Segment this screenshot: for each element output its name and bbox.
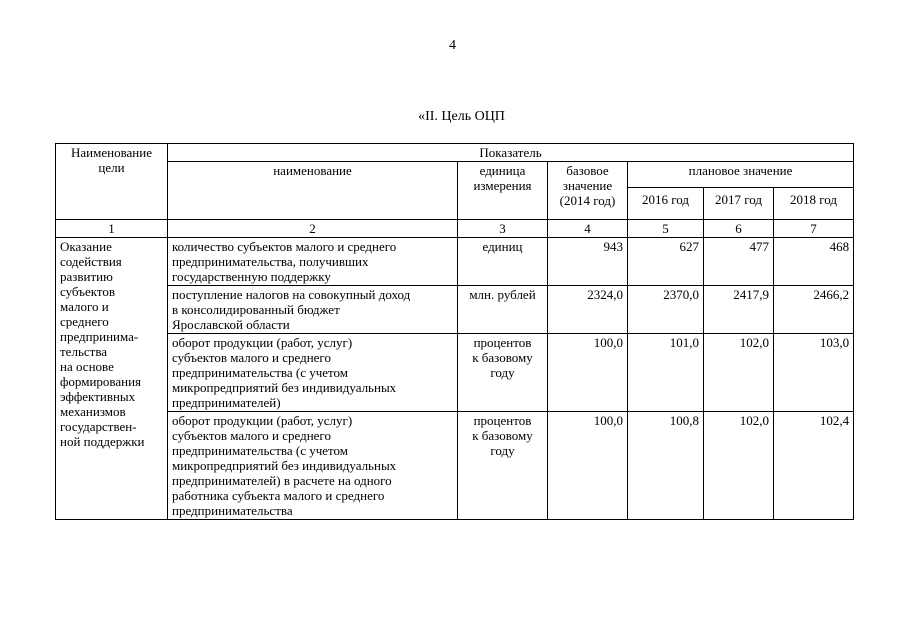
value-2017: 102,0 (704, 334, 774, 412)
indicator-line: предпринимателей) в расчете на одного (172, 473, 392, 488)
header-row-2 (56, 162, 854, 188)
value-2018: 2466,2 (774, 286, 854, 334)
unit-cell (458, 286, 548, 334)
indicator-line: предпринимательства (172, 503, 293, 518)
goal-header-line: цели (98, 160, 125, 175)
base-header-line: значение (562, 178, 613, 193)
value-2018: 102,4 (774, 412, 854, 520)
goal-header-cell (56, 144, 168, 220)
unit-line: году (490, 443, 515, 458)
base-header (548, 162, 628, 220)
goal-name-line: Оказание (60, 239, 112, 254)
unit-line: процентов (473, 335, 532, 350)
value-2017: 2417,9 (704, 286, 774, 334)
goal-name-line: формирования (60, 374, 142, 389)
table-row (56, 334, 854, 412)
value-2016: 2370,0 (628, 286, 704, 334)
goal-name-line: субъектов (60, 284, 116, 299)
year-header-2018: 2018 год (774, 188, 854, 220)
table-row (56, 238, 854, 286)
unit-line: процентов (473, 413, 532, 428)
goal-name-line: государствен- (60, 419, 137, 434)
column-number: 1 (56, 220, 168, 238)
indicator-line: предпринимательства (с учетом (172, 443, 349, 458)
base-value: 100,0 (548, 334, 628, 412)
indicator-line: работника субъекта малого и среднего (172, 488, 385, 503)
indicator-line: государственную поддержку (172, 269, 331, 284)
goal-name-line: содействия (60, 254, 122, 269)
year-header-2016: 2016 год (628, 188, 704, 220)
indicator-line: субъектов малого и среднего (172, 350, 331, 365)
section-title: «II. Цель ОЦП (418, 109, 505, 124)
goal-name-line: механизмов (60, 404, 126, 419)
indicator-name (168, 334, 458, 412)
indicator-line: в консолидированный бюджет (172, 302, 340, 317)
column-number: 6 (704, 220, 774, 238)
goal-name-line: среднего (60, 314, 109, 329)
unit-line: единиц (482, 239, 523, 254)
unit-line: к базовому (472, 428, 533, 443)
year-header-2017: 2017 год (704, 188, 774, 220)
unit-cell (458, 238, 548, 286)
indicator-line: предпринимателей) (172, 395, 281, 410)
value-2018: 103,0 (774, 334, 854, 412)
table-row (56, 286, 854, 334)
unit-line: году (490, 365, 515, 380)
base-header-line: (2014 год) (559, 193, 616, 208)
base-value: 943 (548, 238, 628, 286)
header-row-1 (56, 144, 854, 162)
indicator-line: поступление налогов на совокупный доход (172, 287, 411, 302)
column-number-row (56, 220, 854, 238)
base-value: 100,0 (548, 412, 628, 520)
plan-group-header: плановое значение (628, 162, 854, 188)
column-number: 2 (168, 220, 458, 238)
unit-cell (458, 334, 548, 412)
unit-cell (458, 412, 548, 520)
indicator-line: субъектов малого и среднего (172, 428, 331, 443)
indicator-line: предпринимательства (с учетом (172, 365, 349, 380)
value-2016: 101,0 (628, 334, 704, 412)
unit-line: млн. рублей (469, 287, 536, 302)
base-value: 2324,0 (548, 286, 628, 334)
column-number: 7 (774, 220, 854, 238)
goal-name-line: предпринима- (60, 329, 139, 344)
value-2017: 102,0 (704, 412, 774, 520)
goal-header-line: Наименование (71, 145, 152, 160)
goal-name-line: эффективных (60, 389, 136, 404)
value-2017: 477 (704, 238, 774, 286)
indicator-name (168, 238, 458, 286)
indicator-name (168, 412, 458, 520)
indicator-group-header: Показатель (168, 144, 854, 162)
indicator-line: Ярославской области (172, 317, 290, 332)
name-header: наименование (168, 162, 458, 220)
value-2016: 100,8 (628, 412, 704, 520)
value-2016: 627 (628, 238, 704, 286)
goal-name-line: ной поддержки (60, 434, 145, 449)
base-header-line: базовое (566, 163, 609, 178)
indicator-line: количество субъектов малого и среднего (172, 239, 397, 254)
value-2018: 468 (774, 238, 854, 286)
column-number: 4 (548, 220, 628, 238)
indicator-line: оборот продукции (работ, услуг) (172, 413, 353, 428)
indicator-line: микропредприятий без индивидуальных (172, 380, 397, 395)
column-number: 5 (628, 220, 704, 238)
goals-table (55, 143, 854, 520)
unit-header-line: измерения (473, 178, 532, 193)
goal-name-line: тельства (60, 344, 108, 359)
indicator-line: оборот продукции (работ, услуг) (172, 335, 353, 350)
goal-name-line: развитию (60, 269, 113, 284)
column-number: 3 (458, 220, 548, 238)
unit-header (458, 162, 548, 220)
unit-line: к базовому (472, 350, 533, 365)
page-number: 4 (449, 38, 456, 53)
goal-name-line: малого и (60, 299, 109, 314)
indicator-name (168, 286, 458, 334)
table-row (56, 412, 854, 520)
indicator-line: микропредприятий без индивидуальных (172, 458, 397, 473)
goal-name-cell (56, 238, 168, 520)
indicator-line: предпринимательства, получивших (172, 254, 369, 269)
unit-header-line: единица (479, 163, 526, 178)
goal-name-line: на основе (60, 359, 114, 374)
